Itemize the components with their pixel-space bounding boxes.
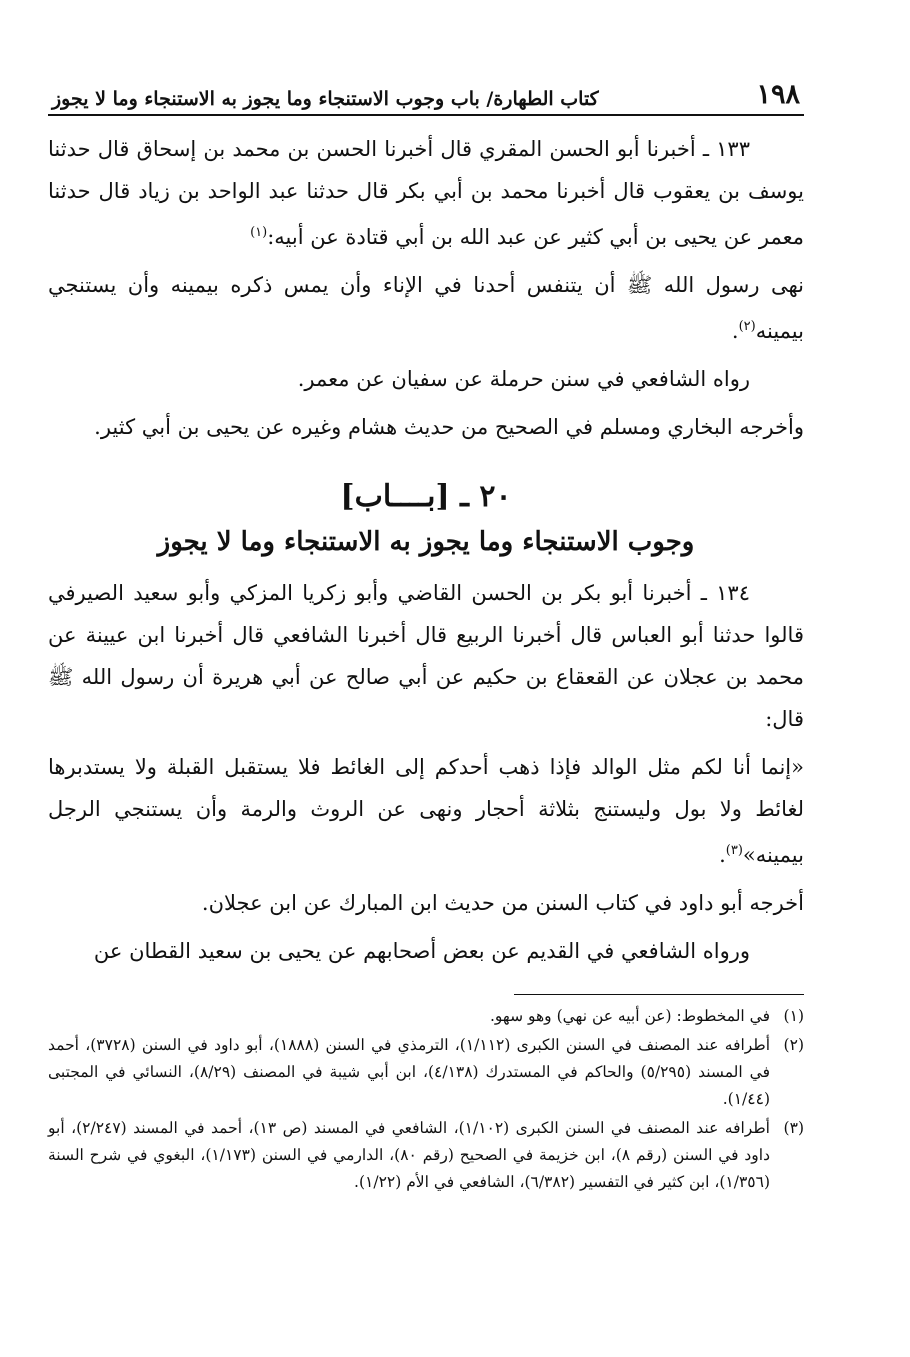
- chapter-title: وجوب الاستنجاء وما يجوز به الاستنجاء وما لا يجوز: [157, 527, 695, 557]
- running-title: كتاب الطهارة/ باب وجوب الاستنجاء وما يجوز به الاستنجاء وما لا يجوز: [52, 88, 599, 110]
- footnote-text: في المخطوط: (عن أبيه عن نهي) وهو سهو.: [490, 1007, 770, 1025]
- page-number: ١٩٨: [756, 79, 800, 110]
- footnote-3: [48, 1115, 804, 1196]
- running-header: [48, 70, 804, 116]
- footnote-number: (٢): [783, 1036, 804, 1054]
- chapter-heading: [48, 474, 804, 564]
- hadith-134-text: «إنما أنا لكم مثل الوالد فإذا ذهب أحدكم إلى الغائط فلا يستقبل القبلة ولا يستدبرها لغائط ولا بول وليستنج بثلاثة أحجار ونهى عن الروث والرمة وأن يستنجي الرجل بيمينه»$^{(٣)}$.: [48, 755, 804, 867]
- footnote-text: أطرافه عند المصنف في السنن الكبرى (١/١٠٢)، الشافعي في المسند (ص ١٣)، أحمد في المسند (٢/٢٤٧)، أبو داود في السنن (رقم ٨)، ابن خزيمة في الصحيح (رقم ٨٠)، الدارمي في السنن (١/١٧٣)، البغوي في شرح السنة (١/٣٥٦)، ابن كثير في التفسير (٦/٣٨٢)، الشافعي في الأم (١/٢٢).: [48, 1119, 770, 1191]
- footnote-2: [48, 1032, 804, 1113]
- hadith-133-text: نهى رسول الله ﷺ أن يتنفس أحدنا في الإناء وأن يمس ذكره بيمينه وأن يستنجي بيمينه$^{(٢)}$.: [48, 273, 804, 343]
- hadith-134-narration-note: ورواه الشافعي في القديم عن بعض أصحابهم عن يحيى بن سعيد القطان عن: [93, 939, 750, 963]
- footnote-number: (١): [783, 1007, 804, 1025]
- hadith-133-takhrij: وأخرجه البخاري ومسلم في الصحيح من حديث هشام وغيره عن يحيى بن أبي كثير.: [94, 415, 804, 439]
- footnote-1: [48, 1003, 804, 1030]
- footnote-ref-3: (٣): [725, 843, 743, 858]
- footnote-ref-2: (٢): [738, 319, 756, 334]
- hadith-134-takhrij: أخرجه أبو داود في كتاب السنن من حديث ابن المبارك عن ابن عجلان.: [201, 891, 804, 915]
- hadith-133-chain: ١٣٣ ـ أخبرنا أبو الحسن المقري قال أخبرنا الحسن بن محمد بن إسحاق قال حدثنا يوسف بن يعقوب قال أخبرنا محمد بن أبي بكر قال حدثنا عبد الواحد بن زياد قال حدثنا معمر عن يحيى بن أبي كثير عن عبد الله بن أبي قتادة عن أبيه:$^{(١)}$: [48, 137, 804, 249]
- footnote-divider: [514, 994, 804, 995]
- hadith-134-chain: ١٣٤ ـ أخبرنا أبو بكر بن الحسن القاضي وأبو زكريا المزكي وأبو سعيد الصيرفي قالوا حدثنا أبو العباس قال أخبرنا الربيع قال أخبرنا الشافعي قال أخبرنا ابن عيينة عن محمد بن عجلان عن القعقاع بن حكيم عن أبي صالح عن أبي هريرة أن رسول الله ﷺ قال:: [48, 581, 804, 731]
- footnotes: [48, 1003, 804, 1196]
- footnote-text: أطرافه عند المصنف في السنن الكبرى (١/١١٢)، الترمذي في السنن (١٨٨٨)، أبو داود في السنن (٣٧٢٨)، أحمد في المسند (٥/٢٩٥) والحاكم في المستدرك (٤/١٣٨)، ابن أبي شيبة في المصنف (٨/٢٩)، النسائي في المجتبى (١/٤٤).: [48, 1036, 770, 1108]
- footnote-number: (٣): [783, 1119, 804, 1137]
- footnote-ref-1: (١): [250, 225, 268, 240]
- main-text: [48, 128, 804, 972]
- chapter-number: ٢٠ ـ [بــــاب]: [340, 479, 512, 514]
- hadith-133-narration-note: رواه الشافعي في سنن حرملة عن سفيان عن معمر.: [297, 367, 750, 391]
- book-page: [48, 70, 804, 1198]
